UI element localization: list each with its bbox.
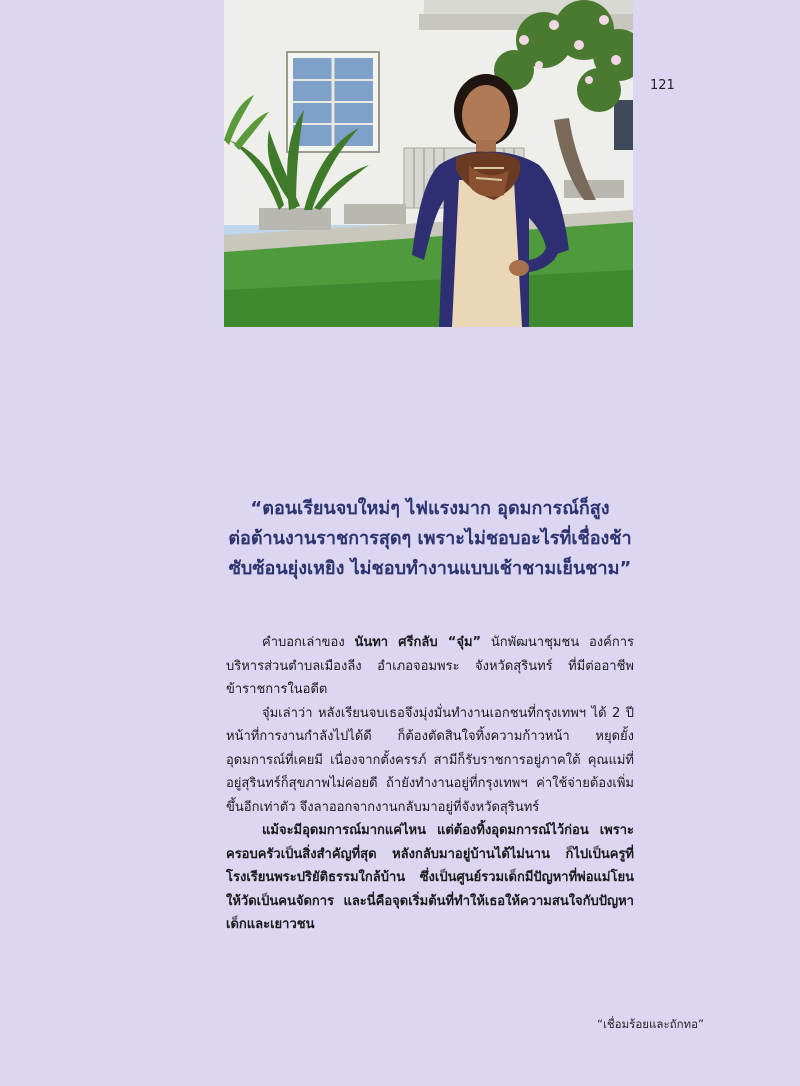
paragraph-1 <box>226 631 634 702</box>
page-number: 121 <box>650 78 675 93</box>
photo-illustration <box>224 0 633 327</box>
paragraph-1-rest: นักพัฒนาชุมชน องค์การบริหารส่วนตำบลเมืองลีง อำเภอจอมพระ จังหวัดสุรินทร์ ที่มีต่ออาชีพข้าราชการในอดีต <box>226 635 634 697</box>
paragraph-1-prefix: คำบอกเล่าของ <box>262 635 355 650</box>
quote-line-3: ซับซ้อนยุ่งเหยิง ไม่ชอบทำงานแบบเช้าชามเย็นชาม” <box>228 558 632 579</box>
paragraph-2: จุ๋มเล่าว่า หลังเรียนจบเธอจึงมุ่งมั่นทำงานเอกชนที่กรุงเทพฯ ได้ 2 ปี หน้าที่การงานกำลังไปได้ดี ก็ต้องตัดสินใจทิ้งความก้าวหน้า หยุดยั้งอุดมการณ์ที่เคยมี เนื่องจากตั้งครรภ์ สามีก็รับราชการอยู่ภาคใต้ คุณแม่ที่อยู่สุรินทร์ก็สุขภาพไม่ค่อยดี ถ้ายังทำงานอยู่ที่กรุงเทพฯ ค่าใช้จ่ายต้องเพิ่มขึ้นอีกเท่าตัว จึงลาออกจากงานกลับมาอยู่ที่จังหวัดสุรินทร์ <box>226 705 634 815</box>
pull-quote <box>200 494 660 584</box>
footer-title: “เชื่อมร้อยและถักทอ” <box>596 1017 704 1031</box>
quote-line-1: “ตอนเรียนจบใหม่ๆ ไฟแรงมาก อุดมการณ์ก็สูง <box>250 498 610 519</box>
paragraph-3: แม้จะมีอุดมการณ์มากแค่ไหน แต่ต้องทิ้งอุดมการณ์ไว้ก่อน เพราะครอบครัวเป็นสิ่งสำคัญที่สุด หลังกลับมาอยู่บ้านได้ไม่นาน ก็ไปเป็นครูที่โรงเรียนพระปริยัติธรรมใกล้บ้าน ซึ่งเป็นศูนย์รวมเด็กมีปัญหาที่พ่อแม่โยนให้วัดเป็นคนจัดการ และนี่คือจุดเริ่มต้นที่ทำให้เธอให้ความสนใจกับปัญหาเด็กและเยาวชน <box>226 823 634 932</box>
quote-line-2: ต่อต้านงานราชการสุดๆ เพราะไม่ชอบอะไรที่เชื่องช้า <box>228 528 632 549</box>
portrait-photo <box>224 0 633 327</box>
subject-name: นันทา ศรีกลับ “จุ๋ม” <box>354 635 482 650</box>
article-body <box>226 631 634 937</box>
